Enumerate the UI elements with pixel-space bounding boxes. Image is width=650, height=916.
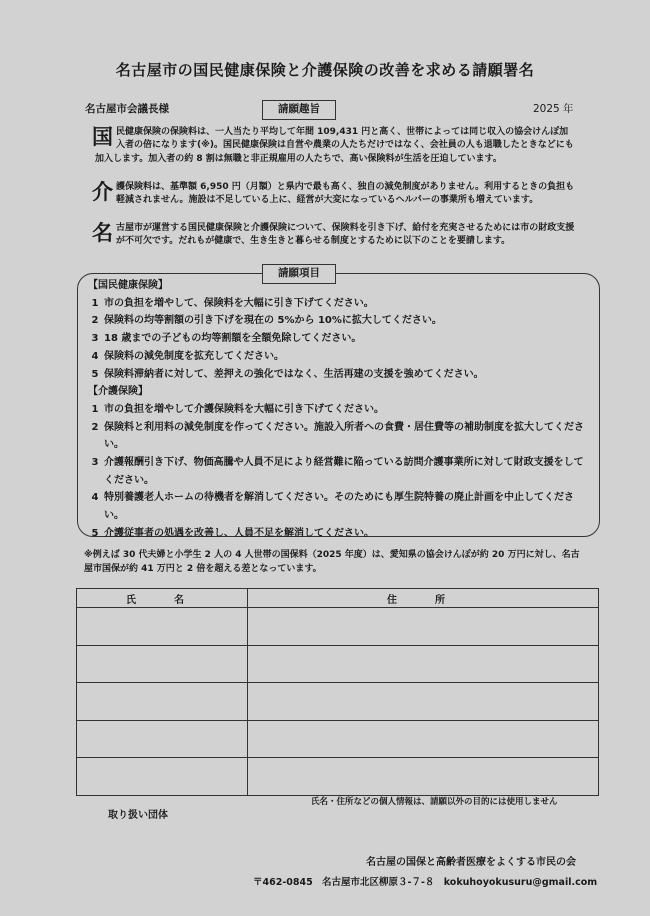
list-item: 2 保険料と利用料の減免制度を作ってください。施設入所者への食費・居住費等の補助制度を拡大してください。 xyxy=(91,421,584,451)
purpose-paragraph-nagoya xyxy=(92,221,575,249)
address-cell[interactable] xyxy=(248,608,599,646)
list-item: 1 市の負担を増やして介護保険料を大幅に引き下げてください。 xyxy=(91,403,384,415)
name-cell[interactable] xyxy=(77,758,248,796)
year: 2025 年 xyxy=(533,103,574,115)
name-cell[interactable] xyxy=(77,608,248,646)
table-row xyxy=(77,608,599,646)
lead-char-na: 名 xyxy=(92,221,113,245)
address-cell[interactable] xyxy=(248,758,599,796)
purpose-label: 請願趣旨 xyxy=(262,100,336,120)
lead-char-kai: 介 xyxy=(92,180,113,204)
list-item: 5 保険料滞納者に対して、差押えの強化ではなく、生活再建の支援を強めてください。 xyxy=(91,368,484,380)
lead-char-kuni: 国 xyxy=(92,125,113,149)
purpose-paragraph-kokuho xyxy=(92,125,575,166)
handling-organization-label: 取り扱い団体 xyxy=(108,810,168,821)
privacy-note: 氏名・住所などの個人情報は、請願以外の目的には使用しません xyxy=(311,797,558,807)
address-cell[interactable] xyxy=(248,683,599,721)
items-label: 請願項目 xyxy=(262,264,336,284)
list-item: 5 介護従事者の処遇を改善し、人員不足を解消してください。 xyxy=(91,527,374,539)
address-cell[interactable] xyxy=(248,645,599,683)
purpose-text: 古屋市が運営する国民健康保険と介護保険について、保険料を引き下げ、給付を充実させるためには市の財政支援が不可欠です。だれもが健康で、生き生きと暮らせる制度とするために以下のことを要請します。 xyxy=(116,223,575,247)
petition-items xyxy=(86,277,591,543)
list-item: 1 市の負担を増やして、保険料を大幅に引き下げてください。 xyxy=(91,297,374,309)
address-cell[interactable] xyxy=(248,720,599,758)
list-item: 4 特別養護老人ホームの待機者を解消してください。そのためにも厚生院特養の廃止計画を中止してください。 xyxy=(91,492,574,522)
table-row xyxy=(77,645,599,683)
footnote: ※例えば 30 代夫婦と小学生 2 人の 4 人世帯の国保料（2025 年度）は、愛知県の協会けんぽが約 20 万円に対し、名古屋市国保が約 41 万円と 2 倍を超える差となっています。 xyxy=(84,550,580,574)
petition-title: 名古屋市の国民健康保険と介護保険の改善を求める請願署名 xyxy=(115,61,535,79)
signature-table xyxy=(76,588,599,796)
table-row xyxy=(77,683,599,721)
table-row xyxy=(77,758,599,796)
list-item: 4 保険料の減免制度を拡充してください。 xyxy=(91,350,284,362)
postal-code: 〒462-0845 xyxy=(253,877,313,888)
table-row xyxy=(77,720,599,758)
purpose-paragraph-kaigo xyxy=(92,180,575,208)
list-item: 2 保険料の均等割額の引き下げを現在の 5%から 10%に拡大してください。 xyxy=(91,315,442,327)
organization-name: 名古屋の国保と高齢者医療をよくする市民の会 xyxy=(366,857,576,868)
organization-address xyxy=(253,874,603,888)
name-column-header: 氏 名 xyxy=(77,589,248,608)
addressee: 名古屋市会議長様 xyxy=(85,103,169,115)
name-cell[interactable] xyxy=(77,683,248,721)
street-address: 名古屋市北区柳原３-７-８ xyxy=(322,877,435,888)
list-item: 3 18 歳までの子どもの均等割額を全額免除してください。 xyxy=(91,333,362,345)
address-column-header: 住 所 xyxy=(248,589,599,608)
name-cell[interactable] xyxy=(77,720,248,758)
email: kokuhoyokusuru@gmail.com xyxy=(443,877,598,888)
list-item: 3 介護報酬引き下げ、物価高騰や人員不足により経営難に陥っている訪問介護事業所に対して財政支援をしてください。 xyxy=(91,457,584,486)
purpose-text: 民健康保険の保険料は、一人当たり平均して年間 109,431 円と高く、世帯によっては同じ収入の協会けんぽ加入者の倍になります(※)。国民健康保険は自営や農業の人たちだけではなく、会社員の人も退職したときなどにも加入します。加入者の約 8 割は無職と非正規雇用の人たちで、高い保険料が生活を圧迫しています。 xyxy=(95,127,574,164)
section-heading-kaigo: 【介護保険】 xyxy=(88,386,148,398)
name-cell[interactable] xyxy=(77,645,248,683)
section-heading-kokuho: 【国民健康保険】 xyxy=(88,280,168,291)
purpose-text: 護保険料は、基準額 6,950 円（月額）と県内で最も高く、独自の減免制度がありません。利用するときの負担も軽減されません。施設は不足している上に、経営が大変になっているヘルパーの事業所も増えています。 xyxy=(116,182,575,206)
